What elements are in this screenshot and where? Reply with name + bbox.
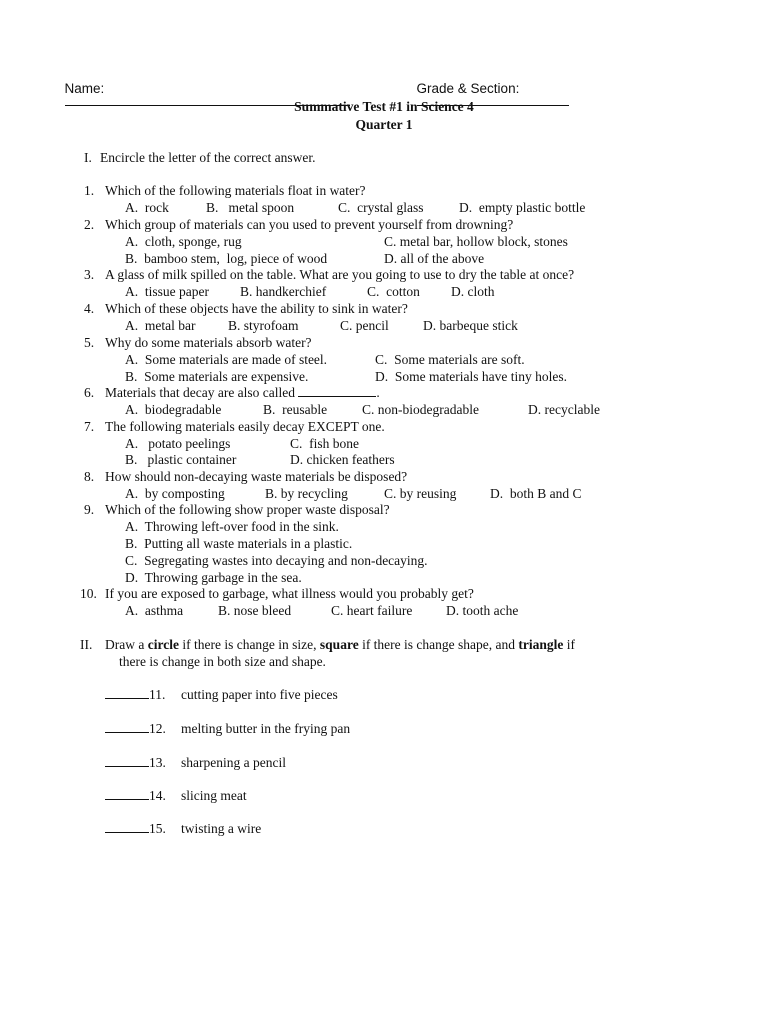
question-number: 10. [80, 586, 97, 601]
part2-instruction [105, 638, 575, 652]
question-number: 8. [84, 469, 95, 484]
part1-instruction: Encircle the letter of the correct answer. [100, 150, 316, 165]
instr-text: Draw a [105, 637, 148, 652]
question-number: 2. [84, 217, 95, 232]
instr-circle-word: circle [147, 637, 179, 652]
choice[interactable]: C. Some materials are soft. [375, 352, 525, 367]
choice[interactable]: D. recyclable [528, 402, 600, 417]
question-text: Which of the following materials float in water? [105, 183, 366, 198]
test-title: Summative Test #1 in Science 4 [294, 99, 474, 114]
question-text: How should non-decaying waste materials be disposed? [105, 469, 408, 484]
item-number: 12. [149, 721, 166, 736]
name-label: Name: [64, 80, 105, 96]
question-text: Which of the following show proper waste disposal? [105, 502, 390, 517]
choice[interactable]: C. non-biodegradable [362, 402, 479, 417]
choice[interactable]: B. Putting all waste materials in a plastic. [125, 536, 353, 551]
answer-blank[interactable] [298, 396, 376, 397]
answer-blank[interactable] [105, 799, 149, 800]
question-text: The following materials easily decay EXCEPT one. [105, 419, 385, 434]
question-text: Why do some materials absorb water? [105, 335, 312, 350]
answer-blank[interactable] [105, 732, 149, 733]
choice[interactable]: A. asthma [125, 603, 184, 618]
question-text: A glass of milk spilled on the table. What are you going to use to dry the table at once? [105, 267, 575, 282]
list-item [105, 789, 166, 803]
choice[interactable]: A. cloth, sponge, rug [125, 234, 242, 249]
answer-blank[interactable] [105, 766, 149, 767]
question-number: 4. [84, 301, 95, 316]
choice[interactable]: C. by reusing [384, 486, 457, 501]
question-number: 5. [84, 335, 95, 350]
question-text: Which of these objects have the ability to sink in water? [105, 301, 408, 316]
item-text: twisting a wire [181, 821, 262, 836]
choice[interactable]: B. Some materials are expensive. [125, 369, 309, 384]
choice[interactable]: C. cotton [367, 284, 420, 299]
choice[interactable]: D. both B and C [490, 486, 582, 501]
choice[interactable]: D. Some materials have tiny holes. [375, 369, 567, 384]
part2-numeral: II. [80, 637, 93, 652]
choice[interactable]: A. potato peelings [125, 436, 231, 451]
item-text: sharpening a pencil [181, 755, 286, 770]
part1-numeral: I. [84, 150, 92, 165]
item-text: slicing meat [181, 788, 247, 803]
question-number: 3. [84, 267, 95, 282]
choice[interactable]: C. Segregating wastes into decaying and non-decaying. [125, 553, 428, 568]
choice[interactable]: A. metal bar [125, 318, 196, 333]
instr-square-word: square [319, 637, 359, 652]
choice[interactable]: C. crystal glass [338, 200, 424, 215]
choice[interactable]: C. pencil [340, 318, 389, 333]
test-subtitle: Quarter 1 [355, 117, 413, 132]
choice[interactable]: A. rock [125, 200, 169, 215]
item-number: 15. [149, 821, 166, 836]
choice[interactable]: D. chicken feathers [290, 452, 395, 467]
choice[interactable]: B. by recycling [265, 486, 348, 501]
choice[interactable]: D. Throwing garbage in the sea. [125, 570, 302, 585]
choice[interactable]: C. heart failure [331, 603, 413, 618]
item-number: 14. [149, 788, 166, 803]
choice[interactable]: B. nose bleed [218, 603, 292, 618]
question-number: 7. [84, 419, 95, 434]
choice[interactable]: D. tooth ache [446, 603, 519, 618]
grade-section-label: Grade & Section: [416, 80, 520, 96]
question-text: Materials that decay are also called [105, 385, 296, 400]
choice[interactable]: B. reusable [263, 402, 328, 417]
choice[interactable]: A. tissue paper [125, 284, 209, 299]
part2-instruction-line2: there is change in both size and shape. [119, 654, 326, 669]
choice[interactable]: A. Throwing left-over food in the sink. [125, 519, 339, 534]
item-number: 13. [149, 755, 166, 770]
choice[interactable]: D. cloth [451, 284, 495, 299]
list-item [105, 688, 165, 702]
choice[interactable]: A. biodegradable [125, 402, 222, 417]
question-text: Which group of materials can you used to prevent yourself from drowning? [105, 217, 514, 232]
question-text: If you are exposed to garbage, what illness would you probably get? [105, 586, 474, 601]
choice[interactable]: A. Some materials are made of steel. [125, 352, 328, 367]
choice[interactable]: A. by composting [125, 486, 225, 501]
choice[interactable]: B. styrofoam [228, 318, 299, 333]
choice[interactable]: B. handkerchief [240, 284, 327, 299]
choice[interactable]: D. empty plastic bottle [459, 200, 586, 215]
choice[interactable]: D. all of the above [384, 251, 485, 266]
choice[interactable]: C. metal bar, hollow block, stones [384, 234, 568, 249]
answer-blank[interactable] [105, 698, 149, 699]
question-row: Materials that decay are also called . [105, 385, 380, 400]
question-number: 6. [84, 385, 95, 400]
list-item [105, 822, 166, 836]
choice[interactable]: B. plastic container [125, 452, 237, 467]
choice[interactable]: B. metal spoon [206, 200, 295, 215]
choice[interactable]: B. bamboo stem, log, piece of wood [125, 251, 328, 266]
instr-text: if [563, 637, 575, 652]
answer-blank[interactable] [105, 832, 149, 833]
item-number: 11. [149, 687, 166, 702]
instr-triangle-word: triangle [518, 637, 564, 652]
item-text: cutting paper into five pieces [181, 687, 338, 702]
list-item [105, 756, 166, 770]
question-number: 9. [84, 502, 95, 517]
question-number: 1. [84, 183, 95, 198]
choice[interactable]: D. barbeque stick [423, 318, 518, 333]
instr-text: if there is change in size, [178, 637, 320, 652]
choice[interactable]: C. fish bone [290, 436, 359, 451]
list-item [105, 722, 166, 736]
instr-text: if there is change shape, and [358, 637, 519, 652]
item-text: melting butter in the frying pan [181, 721, 351, 736]
